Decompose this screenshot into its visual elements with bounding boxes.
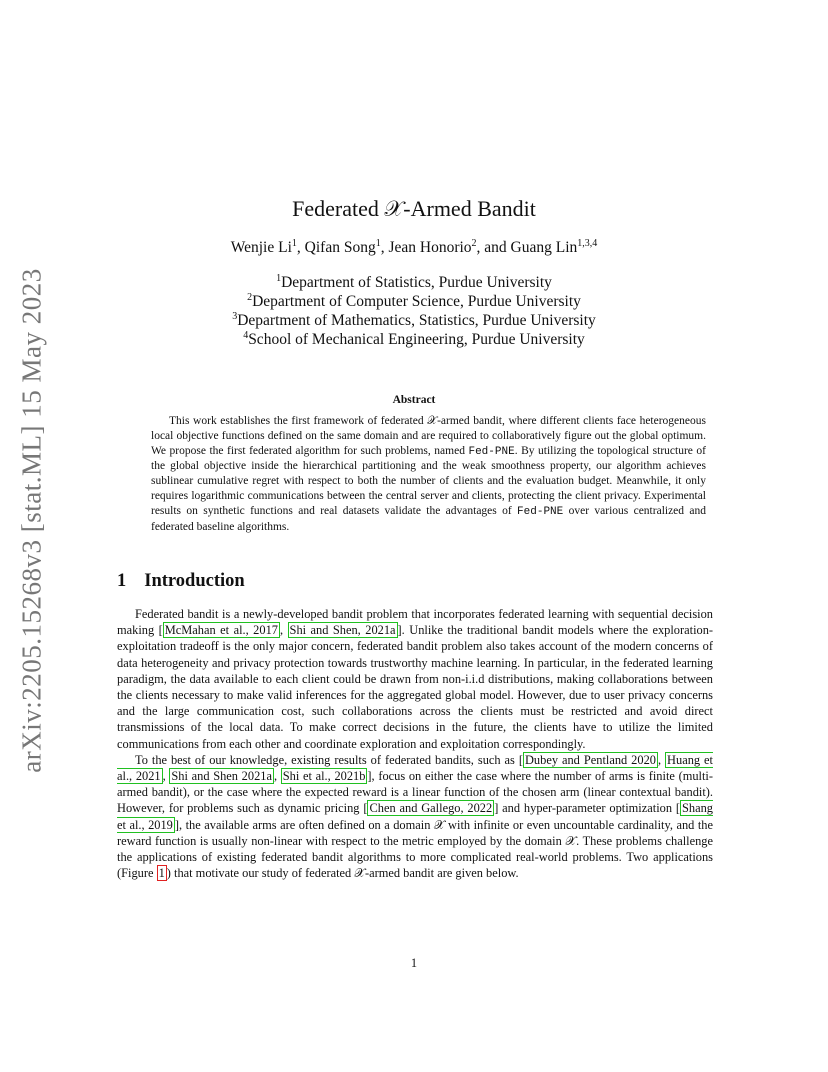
citation-link[interactable]: Shi and Shen 2021a <box>171 769 272 784</box>
author-name: , and Guang Lin <box>476 239 578 257</box>
figure-reference-link[interactable]: 1 <box>158 866 165 881</box>
author-name: , Qifan Song <box>296 239 376 257</box>
affiliation: $^3$Department of Mathematics, Statistics, Purdue University <box>232 311 596 330</box>
author-name: , Jean Honorio <box>380 239 472 257</box>
paper-title: Federated 𝒳-Armed Bandit <box>292 196 536 221</box>
abstract-text: This work establishes the first framework of federated 𝒳-armed bandit, where different clients face heterogeneous local objective functions defined on the same domain and are required to collaboratively figure out the global optimum. We propose the first federated algorithm for such problems, named Fed-PNE. By utilizing the topological structure of the global objective inside the hierarchical partitioning and the weak smoothness property, our algorithm achieves sublinear cumulative regret with respect to both the number of clients and the evaluation budget. Meanwhile, it only requires logarithmic communications between the central server and clients, protecting the client privacy. Experimental results on synthetic functions and real datasets validate the advantages of Fed-PNE over various centralized and federated baseline algorithms. <box>151 415 706 533</box>
citation-link[interactable]: Huang et al., 2021 <box>117 752 713 784</box>
introduction-body <box>117 606 713 881</box>
abstract-heading: Abstract <box>392 394 436 406</box>
author-name: Wenjie Li <box>230 239 292 257</box>
page-number: 1 <box>410 956 418 970</box>
affiliation: $^2$Department of Computer Science, Purdue University <box>247 292 581 311</box>
algorithm-name: Fed-PNE <box>517 505 564 518</box>
author-affiliation-mark: 1,3,4 <box>577 238 598 249</box>
affiliation: $^1$Department of Statistics, Purdue University <box>276 273 552 292</box>
paragraph: Federated bandit is a newly-developed bandit problem that incorporates federated learning with sequential decision making [ McMahan et al., 2017 , Shi and Shen, 2021a ]. Unlike the traditional bandit models where the exploration-exploitation tradeoff is the only major concern, federated bandit problem also takes account of the modern concerns of data heterogeneity and privacy protection towards trustworthy machine learning. In particular, in the federated learning paradigm, the data available to each client could be drawn from non-i.i.d distributions, making collaborations between the clients necessary to make valid inferences for the aggregated global model. However, due to user privacy concerns and the large communication cost, such collaborations across the clients must be restricted and avoid direct transmissions of the local data. To make correct decisions in the future, the clients have to utilize the limited communications from each other and coordinate exploration and exploitation correspondingly. <box>117 607 714 751</box>
section-heading: 1 Introduction <box>117 571 245 591</box>
citation-link[interactable]: Shi et al., 2021b <box>282 769 366 784</box>
citation-link[interactable]: Dubey and Pentland 2020 <box>524 752 656 767</box>
affiliation: $^4$School of Mechanical Engineering, Purdue University <box>243 330 585 349</box>
author-list <box>0 238 828 257</box>
citation-link[interactable]: Shi and Shen, 2021a <box>289 623 396 638</box>
author-affiliation-mark: 1 <box>291 238 297 249</box>
author-affiliation-mark: 1 <box>375 238 381 249</box>
citation-link[interactable]: Shang et al., 2019 <box>117 801 713 832</box>
algorithm-name: Fed-PNE <box>468 445 515 458</box>
citation-link[interactable]: McMahan et al., 2017 <box>164 623 278 638</box>
citation-link[interactable]: Chen and Gallego, 2022 <box>369 801 493 816</box>
arxiv-identifier: arXiv:2205.15268v3 [stat.ML] 15 May 2023 <box>16 267 47 773</box>
author-affiliation-mark: 2 <box>471 238 477 249</box>
paragraph: To the best of our knowledge, existing results of federated bandits, such as [ Dubey and Pentland 2020 , Huang et al., 2021 , Shi and Shen 2021a , Shi et al., 2021b ], focus on either the case where the number of arms is finite (multi-armed bandit), or the case where the expected reward is a linear function of the chosen arm (linear contextual bandit). However, for problems such as dynamic pricing [ Chen and Gallego, 2022 ] and hyper-parameter optimization [ Shang et al., 2019 ], the available arms are often defined on a domain 𝒳 with infinite or even uncountable cardinality, and the reward function is usually non-linear with respect to the metric employed by the domain 𝒳. These problems challenge the applications of existing federated bandit algorithms to more complicated real-world problems. Two applications (Figure 1 ) that motivate our study of federated 𝒳-armed bandit are given below. <box>117 752 713 881</box>
